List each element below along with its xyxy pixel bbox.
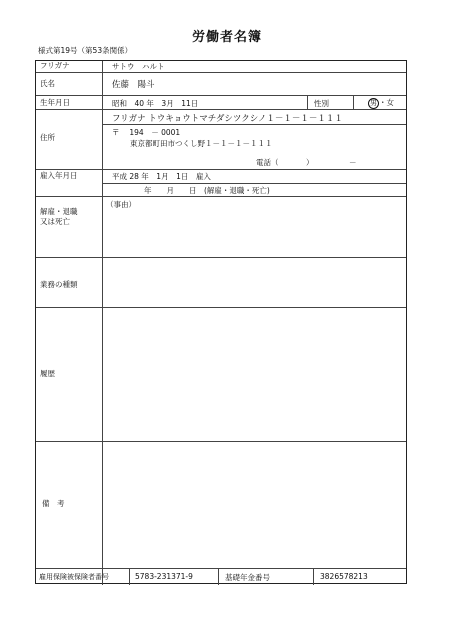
insurance-number-label: 雇用保険被保険者番号 xyxy=(39,573,109,581)
row-divider xyxy=(36,307,406,308)
row-divider xyxy=(36,568,406,569)
phone-close: ） xyxy=(306,158,314,167)
termination-label: 解雇・退職 又は死亡 xyxy=(40,207,78,226)
hire-date-value: 平成 28 年 1月 1日 雇入 xyxy=(112,172,211,181)
address-label: 住所 xyxy=(40,133,55,142)
phone-label: 電話（ xyxy=(256,158,279,167)
gender-options xyxy=(368,97,394,109)
pension-number-label: 基礎年金番号 xyxy=(225,573,270,582)
hire-date-label: 雇入年月日 xyxy=(40,171,78,180)
birth-value: 昭和 40 年 3月 11日 xyxy=(112,99,199,108)
address-furigana-underline xyxy=(102,124,406,125)
row-divider xyxy=(36,95,406,96)
gender-label: 性別 xyxy=(314,99,329,108)
gender-separator: ・ xyxy=(379,98,387,107)
row-divider xyxy=(102,183,406,184)
name-value: 佐藤 陽斗 xyxy=(112,80,155,90)
row-divider xyxy=(36,72,406,73)
footer-divider xyxy=(129,568,130,585)
remarks-label: 備 考 xyxy=(42,499,65,508)
gender-divider xyxy=(307,95,308,109)
gender-selected-male: 男 xyxy=(370,99,377,107)
row-divider xyxy=(36,441,406,442)
postal-code: 〒 194 － 0001 xyxy=(112,128,181,137)
row-divider xyxy=(36,196,406,197)
termination-reason-label: （事由） xyxy=(106,200,136,209)
phone-dash: － xyxy=(349,158,357,167)
row-divider xyxy=(36,109,406,110)
address-furigana: フリガナ トウキョウトマチダシツクシノ１－１－１－１１１ xyxy=(112,114,343,124)
name-label: 氏名 xyxy=(40,79,55,88)
page-title: 労働者名簿 xyxy=(191,30,262,45)
row-divider xyxy=(36,169,406,170)
work-type-label: 業務の種類 xyxy=(40,280,78,289)
history-label: 履歴 xyxy=(40,369,55,378)
footer-divider xyxy=(218,568,219,585)
pension-number-value: 3826578213 xyxy=(320,572,368,581)
gender-female: 女 xyxy=(386,98,394,107)
furigana-value: サトウ ハルト xyxy=(112,62,165,71)
gender-divider xyxy=(353,95,354,109)
label-column-divider xyxy=(102,61,103,585)
address-line: 東京都町田市つくし野１－１－１－１１１ xyxy=(130,139,273,148)
employee-register-form xyxy=(35,60,407,584)
termination-date: 年 月 日 (解雇・退職・死亡) xyxy=(144,186,270,195)
form-number: 様式第19号（第53条関係） xyxy=(38,46,133,55)
row-divider xyxy=(36,257,406,258)
birth-label: 生年月日 xyxy=(40,98,70,107)
insurance-number-value: 5783-231371-9 xyxy=(135,572,193,581)
footer-divider xyxy=(313,568,314,585)
furigana-label: フリガナ xyxy=(40,61,70,70)
